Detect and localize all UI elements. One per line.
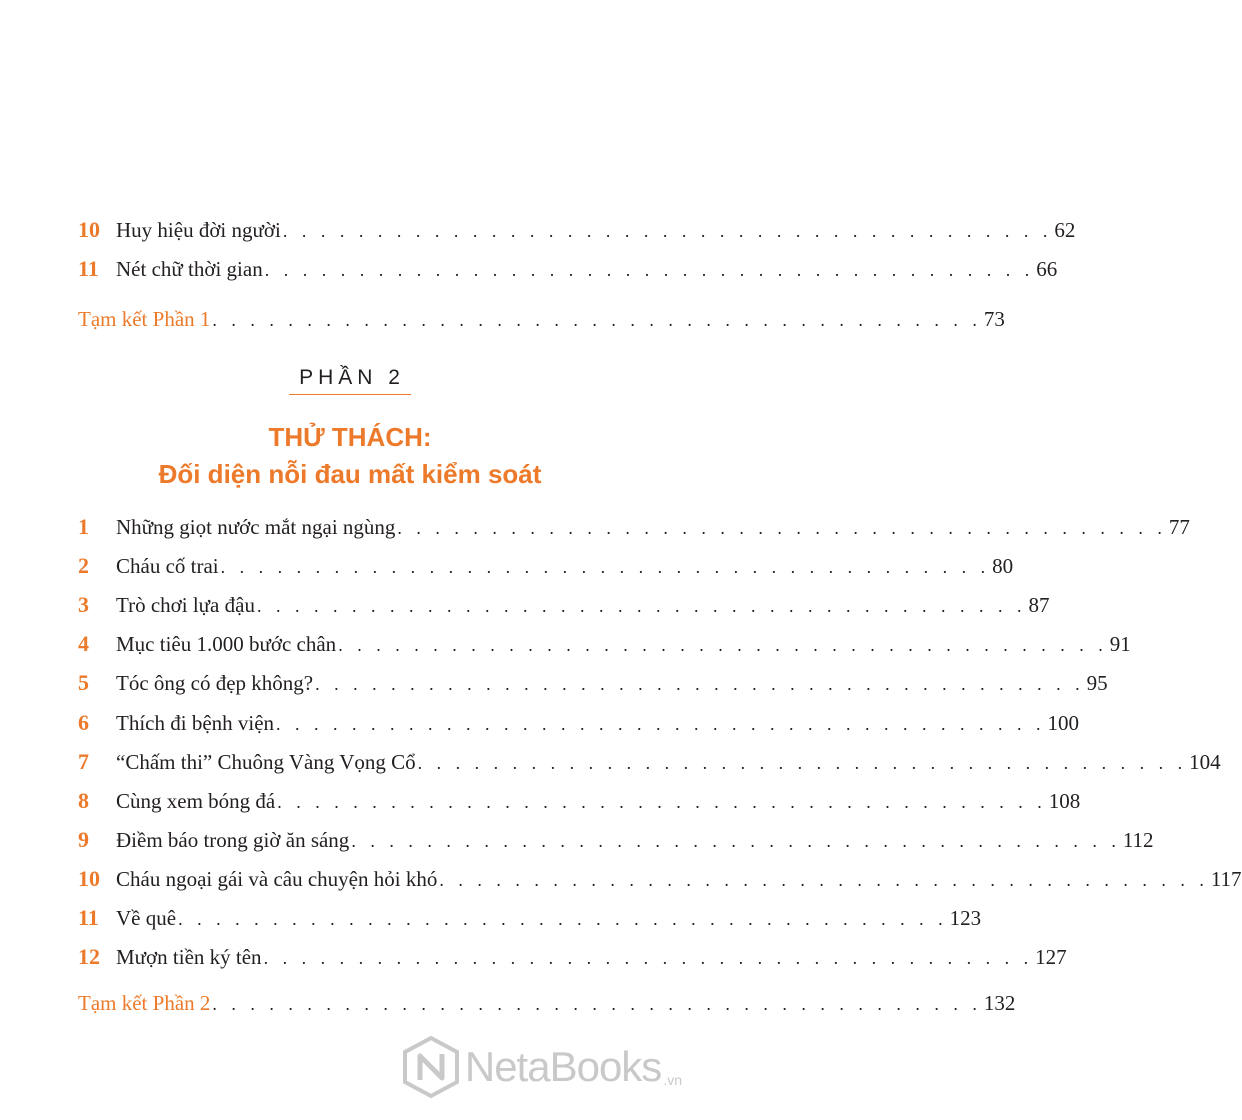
- chapter-number: 1: [78, 514, 89, 539]
- dot-leader: . . . . . . . . . . . . . . . . . . . . . . . . . . . . . . . . . . . . . . . . .: [338, 635, 1108, 655]
- chapter-number: 10: [78, 217, 100, 242]
- chapter-title: Huy hiệu đời người: [116, 218, 281, 242]
- chapter-title: Mượn tiền ký tên: [116, 945, 262, 969]
- dot-leader: . . . . . . . . . . . . . . . . . . . . . . . . . . . . . . . . . . . . . . . . .: [264, 260, 1035, 280]
- chapter-title: Tóc ông có đẹp không?: [116, 671, 314, 695]
- part-summary-entry: [78, 986, 1016, 1020]
- toc-entry: [78, 627, 1131, 661]
- chapter-number: 12: [78, 944, 100, 969]
- dot-leader: . . . . . . . . . . . . . . . . . . . . . . . . . . . . . . . . . . . . . . . . .: [282, 221, 1053, 241]
- chapter-title: Về quê: [116, 906, 177, 930]
- watermark-brand: NetaBooks: [464, 1043, 662, 1090]
- page-number: 100: [1047, 711, 1080, 735]
- chapter-number: 7: [78, 749, 89, 774]
- chapter-title: Nét chữ thời gian: [116, 257, 263, 281]
- page-number: 95: [1086, 671, 1108, 695]
- toc-entry: [78, 862, 1242, 896]
- dot-leader: . . . . . . . . . . . . . . . . . . . . . . . . . . . . . . . . . . . . . . . . .: [439, 870, 1209, 890]
- dot-leader: . . . . . . . . . . . . . . . . . . . . . . . . . . . . . . . . . . . . . . . . .: [417, 753, 1188, 773]
- dot-leader: . . . . . . . . . . . . . . . . . . . . . . . . . . . . . . . . . . . . . . . . .: [277, 792, 1047, 812]
- chapter-number: 8: [78, 788, 89, 813]
- toc-entry: [78, 784, 1081, 818]
- part-label: [0, 366, 700, 395]
- toc-entry: [78, 510, 1190, 544]
- chapter-number: 9: [78, 827, 89, 852]
- chapter-title: Cùng xem bóng đá: [116, 789, 276, 813]
- page-number: 62: [1054, 218, 1076, 242]
- page-number: 117: [1210, 867, 1242, 891]
- summary-title: Tạm kết Phần 2: [78, 991, 211, 1015]
- page-number: 112: [1122, 828, 1154, 852]
- dot-leader: . . . . . . . . . . . . . . . . . . . . . . . . . . . . . . . . . . . . . . . . .: [351, 831, 1121, 851]
- toc-entry: [78, 252, 1058, 286]
- summary-title: Tạm kết Phần 1: [78, 307, 211, 331]
- netabooks-logo-icon: [403, 1036, 459, 1098]
- chapter-title: Những giọt nước mắt ngại ngùng: [116, 515, 396, 539]
- chapter-title: Cháu cố trai: [116, 554, 219, 578]
- chapter-number: 10: [78, 866, 100, 891]
- page-number: 104: [1189, 750, 1221, 774]
- chapter-number: 5: [78, 670, 89, 695]
- part-label-text: PHẦN 2: [289, 366, 411, 395]
- toc-entry: [78, 549, 1014, 583]
- chapter-title: Trò chơi lựa đậu: [116, 593, 255, 617]
- chapter-number: 11: [78, 256, 99, 281]
- toc-entry: [78, 901, 982, 935]
- dot-leader: . . . . . . . . . . . . . . . . . . . . . . . . . . . . . . . . . . . . . . . . .: [220, 557, 991, 577]
- part-title-line1: THỬ THÁCH:: [268, 422, 432, 452]
- toc-entry: [78, 213, 1076, 247]
- page-number: 73: [983, 307, 1005, 331]
- page-number: 80: [992, 554, 1014, 578]
- page-number: 108: [1048, 789, 1081, 813]
- toc-entry: [78, 940, 1067, 974]
- page-number: 127: [1035, 945, 1067, 969]
- chapter-number: 11: [78, 905, 99, 930]
- toc-entry: [78, 706, 1080, 740]
- chapter-number: 6: [78, 710, 89, 735]
- dot-leader: . . . . . . . . . . . . . . . . . . . . . . . . . . . . . . . . . . . . . . . . .: [178, 909, 948, 929]
- chapter-title: Cháu ngoại gái và câu chuyện hỏi khó: [116, 867, 438, 891]
- chapter-number: 3: [78, 592, 89, 617]
- dot-leader: . . . . . . . . . . . . . . . . . . . . . . . . . . . . . . . . . . . . . . . . .: [397, 518, 1167, 538]
- dot-leader: . . . . . . . . . . . . . . . . . . . . . . . . . . . . . . . . . . . . . . . . .: [263, 948, 1034, 968]
- page-number: 66: [1036, 257, 1058, 281]
- dot-leader: . . . . . . . . . . . . . . . . . . . . . . . . . . . . . . . . . . . . . . . . .: [256, 596, 1027, 616]
- toc-entry: [78, 666, 1108, 700]
- chapter-title: Mục tiêu 1.000 bước chân: [116, 632, 337, 656]
- page-number: 91: [1109, 632, 1131, 656]
- chapter-number: 2: [78, 553, 89, 578]
- dot-leader: . . . . . . . . . . . . . . . . . . . . . . . . . . . . . . . . . . . . . . . . .: [212, 994, 982, 1014]
- page-number: 132: [983, 991, 1016, 1015]
- part-title-line2: Đối diện nỗi đau mất kiểm soát: [158, 459, 542, 489]
- toc-entry: [78, 823, 1154, 857]
- dot-leader: . . . . . . . . . . . . . . . . . . . . . . . . . . . . . . . . . . . . . . . . .: [276, 714, 1046, 734]
- part-summary-entry: [78, 302, 1005, 336]
- chapter-title: Thích đi bệnh viện: [116, 711, 275, 735]
- chapter-number: 4: [78, 631, 89, 656]
- watermark-ext: .vn: [663, 1072, 682, 1088]
- dot-leader: . . . . . . . . . . . . . . . . . . . . . . . . . . . . . . . . . . . . . . . . .: [315, 674, 1085, 694]
- toc-entry: [78, 588, 1050, 622]
- chapter-title: Điềm báo trong giờ ăn sáng: [116, 828, 350, 852]
- page-number: 77: [1168, 515, 1190, 539]
- page-number: 123: [949, 906, 982, 930]
- toc-entry: [78, 745, 1221, 779]
- page-number: 87: [1028, 593, 1050, 617]
- chapter-title: “Chấm thi” Chuông Vàng Vọng Cổ: [116, 750, 416, 774]
- watermark: [403, 1036, 682, 1098]
- dot-leader: . . . . . . . . . . . . . . . . . . . . . . . . . . . . . . . . . . . . . . . . .: [212, 310, 982, 330]
